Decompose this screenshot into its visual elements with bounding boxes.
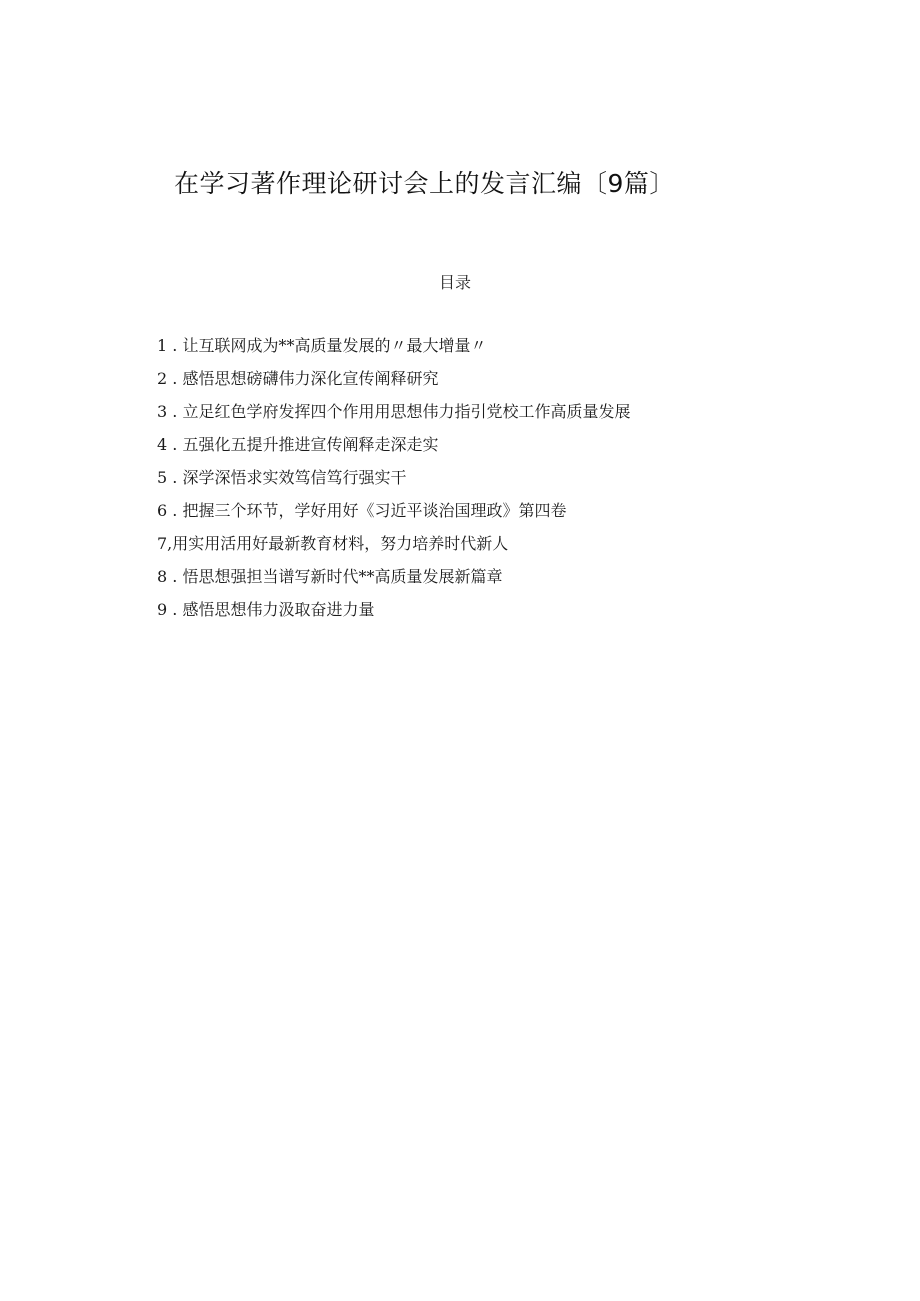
- toc-item-6: 6 . 把握三个环节，学好用好《习近平谈治国理政》第四卷: [157, 501, 567, 520]
- toc-item-5: 5 . 深学深悟求实效笃信笃行强实干: [157, 468, 407, 487]
- document-title: 在学习著作理论研讨会上的发言汇编〔9篇〕: [174, 169, 675, 198]
- toc-heading: 目录: [438, 273, 471, 292]
- table-of-contents: [157, 335, 630, 632]
- toc-item-8: 8 . 悟思想强担当谱写新时代**高质量发展新篇章: [157, 567, 503, 586]
- toc-item-3: 3 . 立足红色学府发挥四个作用用思想伟力指引党校工作高质量发展: [157, 402, 631, 421]
- toc-item-9: 9 . 感悟思想伟力汲取奋进力量: [157, 600, 375, 619]
- toc-item-1: 1 . 让互联网成为**高质量发展的〃最大增量〃: [157, 336, 487, 355]
- toc-item-2: 2 . 感悟思想磅礴伟力深化宣传阐释研究: [157, 369, 439, 388]
- toc-item-4: 4 . 五强化五提升推进宣传阐释走深走实: [157, 435, 439, 454]
- toc-item-7: 7,用实用活用好最新教育材料，努力培养时代新人: [157, 534, 509, 553]
